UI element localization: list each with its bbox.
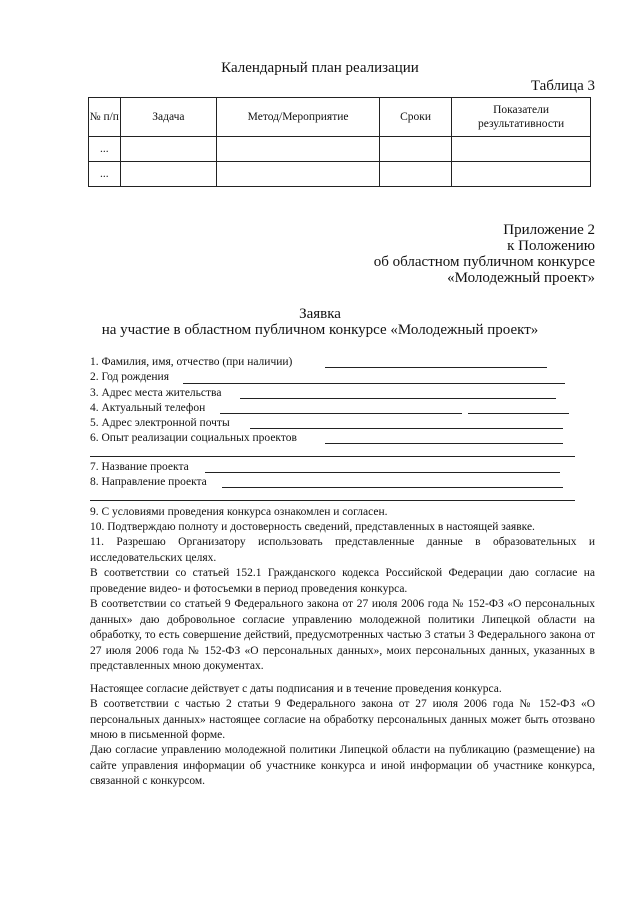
field-address: 3. Адрес места жительства [90, 387, 222, 399]
table-cell [217, 137, 380, 162]
application-subtitle: на участие в областном публичном конкурсе «Молодежный проект» [101, 322, 539, 338]
field-experience: 6. Опыт реализации социальных проектов [90, 432, 297, 444]
field-experience-blank-line[interactable] [90, 456, 575, 457]
table-cell [120, 137, 217, 162]
column-header-dates: Сроки [380, 98, 452, 137]
field-full-name: 1. Фамилия, имя, отчество (при наличии) [90, 356, 293, 368]
appendix-line: «Молодежный проект» [447, 270, 595, 286]
table-cell [452, 162, 591, 187]
paragraph-conditions: 9. С условиями проведения конкурса ознакомлен и согласен. [90, 506, 388, 518]
column-header-task: Задача [120, 98, 217, 137]
table-cell: ... [89, 137, 121, 162]
calendar-title: Календарный план реализации [221, 60, 419, 76]
paragraph-personal-data-consent: В соответствии со статьей 9 Федерального закона от 27 июля 2006 года № 152-ФЗ «О персональных данных» даю добровольное согласие управлению молодежной политики Липецкой области на обработку, то есть совершение действий, предусмотренных частью 3 статьи 3 Федерального закона от 27 июля 2006 года № 152-ФЗ «О персональных данных», моих персональных данных, указанных в представленных мною документах. [90, 598, 595, 672]
paragraph-photo-consent: В соответствии со статьей 152.1 Гражданского кодекса Российской Федерации даю согласие на проведение видео- и фотосъемки в период проведения конкурса. [90, 567, 595, 595]
field-project-name-blank[interactable] [205, 472, 560, 473]
table-cell [120, 162, 217, 187]
field-project-direction-blank-line[interactable] [90, 500, 575, 501]
table-cell [452, 137, 591, 162]
field-phone: 4. Актуальный телефон [90, 402, 206, 414]
field-experience-blank[interactable] [325, 443, 563, 444]
appendix-line: Приложение 2 [503, 222, 595, 238]
table-row [89, 137, 591, 162]
table-cell [380, 137, 452, 162]
field-birth-year: 2. Год рождения [90, 371, 169, 383]
paragraph-consent-revocation: В соответствии с частью 2 статьи 9 Федерального закона от 27 июля 2006 года № 152-ФЗ «О персональных данных» настоящее согласие на обработку персональных данных может быть отозвано мною в письменной форме. [90, 698, 595, 741]
field-full-name-blank[interactable] [325, 367, 547, 368]
column-header-number: № п/п [89, 98, 121, 137]
field-project-direction-blank[interactable] [222, 487, 563, 488]
field-email-blank[interactable] [250, 428, 563, 429]
table-cell: ... [89, 162, 121, 187]
application-title: Заявка [299, 306, 341, 322]
field-birth-year-blank[interactable] [183, 383, 565, 384]
table-cell [380, 162, 452, 187]
column-header-indicators: Показатели результативности [452, 98, 591, 137]
paragraph-confirmation: 10. Подтверждаю полноту и достоверность сведений, представленных в настоящей заявке. [90, 521, 535, 533]
field-email: 5. Адрес электронной почты [90, 417, 230, 429]
field-address-blank[interactable] [240, 398, 556, 399]
table-header-row [89, 98, 591, 137]
field-project-name: 7. Название проекта [90, 461, 189, 473]
paragraph-data-use: 11. Разрешаю Организатору использовать представленные данные в образовательных и исследовательских целях. [90, 536, 595, 564]
table-label: Таблица 3 [530, 78, 595, 94]
table-cell [217, 162, 380, 187]
field-project-direction: 8. Направление проекта [90, 476, 207, 488]
paragraph-consent-validity: Настоящее согласие действует с даты подписания и в течение проведения конкурса. [90, 683, 502, 695]
column-header-method: Метод/Мероприятие [217, 98, 380, 137]
field-phone-blank-extra[interactable] [468, 413, 569, 414]
field-phone-blank[interactable] [220, 413, 462, 414]
table-row [89, 162, 591, 187]
appendix-line: к Положению [507, 238, 595, 254]
appendix-line: об областном публичном конкурсе [373, 254, 595, 270]
calendar-plan-table [88, 97, 591, 187]
appendix-header [374, 222, 595, 286]
paragraph-publication-consent: Даю согласие управлению молодежной политики Липецкой области на публикацию (размещение) на сайте управления информации об участнике конкурса и иной информации об участнике конкурса, связанной с конкурсом. [90, 744, 595, 787]
